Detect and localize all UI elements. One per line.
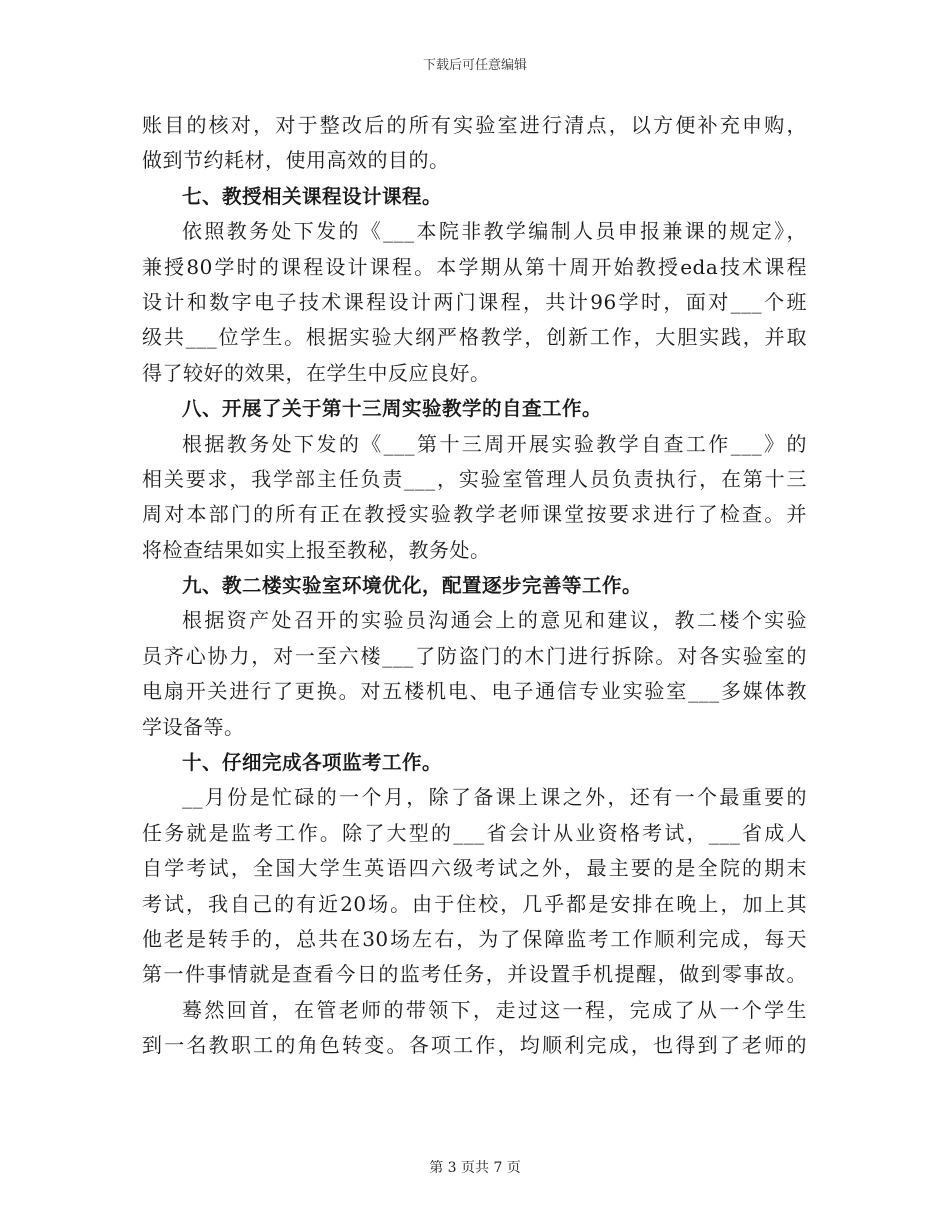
body-line: 得了较好的效果，在学生中反应良好。: [142, 360, 491, 385]
body-line: 到一名教职工的角色转变。各项工作，均顺利完成，也得到了老师的: [142, 1033, 807, 1058]
body-line: 蓦然回首，在管老师的带领下，走过这一程，完成了从一个学生: [182, 997, 807, 1022]
body-line: 自学考试，全国大学生英语四六级考试之外，最主要的是全院的期末: [142, 856, 807, 881]
body-line: 周对本部门的所有正在教授实验教学老师课堂按要求进行了检查。并: [142, 502, 807, 527]
body-line: 相关要求，我学部主任负责___，实验室管理人员负责执行，在第十三: [142, 466, 807, 491]
body-line: __月份是忙碌的一个月，除了备课上课之外，还有一个最重要的: [182, 785, 807, 810]
body-line: 做到节约耗材，使用高效的目的。: [142, 148, 450, 173]
section-heading: 九、教二楼实验室环境优化，配置逐步完善等工作。: [182, 574, 643, 598]
page-footer: 第 3 页共 7 页: [429, 1160, 521, 1176]
body-line: 他老是转手的，总共在30场左右，为了保障监考工作顺利完成，每天: [142, 926, 807, 951]
body-line: 电扇开关进行了更换。对五楼机电、电子通信专业实验室___多媒体教: [142, 679, 807, 704]
body-line: 兼授80学时的课程设计课程。本学期从第十周开始教授eda技术课程: [142, 254, 807, 279]
body-line: 设计和数字电子技术课程设计两门课程，共计96学时，面对___个班: [142, 289, 807, 314]
body-line: 依照教务处下发的《___本院非教学编制人员申报兼课的规定》，: [182, 219, 807, 244]
document-body: [142, 108, 807, 1064]
body-line: 员齐心协力，对一至六楼___了防盗门的木门进行拆除。对各实验室的: [142, 643, 807, 668]
body-line: 考试，我自己的有近20场。由于住校，几乎都是安排在晚上，加上其: [142, 891, 807, 916]
body-line: 第一件事情就是查看今日的监考任务，并设置手机提醒，做到零事故。: [142, 962, 807, 987]
section-heading: 八、开展了关于第十三周实验教学的自查工作。: [182, 397, 603, 421]
body-line: 级共___位学生。根据实验大纲严格教学，创新工作，大胆实践，并取: [142, 325, 807, 350]
body-line: 根据资产处召开的实验员沟通会上的意见和建议，教二楼个实验: [182, 608, 807, 633]
page-header: 下载后可任意编辑: [422, 58, 527, 73]
section-heading: 十、仔细完成各项监考工作。: [182, 751, 443, 775]
section-heading: 七、教授相关课程设计课程。: [182, 184, 443, 208]
body-line: 将检查结果如实上报至教秘，教务处。: [142, 537, 491, 562]
body-line: 根据教务处下发的《___第十三周开展实验教学自查工作___》的: [182, 431, 807, 456]
body-line: 账目的核对，对于整改后的所有实验室进行清点，以方便补充申购，: [142, 113, 807, 137]
body-line: 任务就是监考工作。除了大型的___省会计从业资格考试，___省成人: [142, 820, 807, 845]
body-line: 学设备等。: [142, 714, 245, 739]
